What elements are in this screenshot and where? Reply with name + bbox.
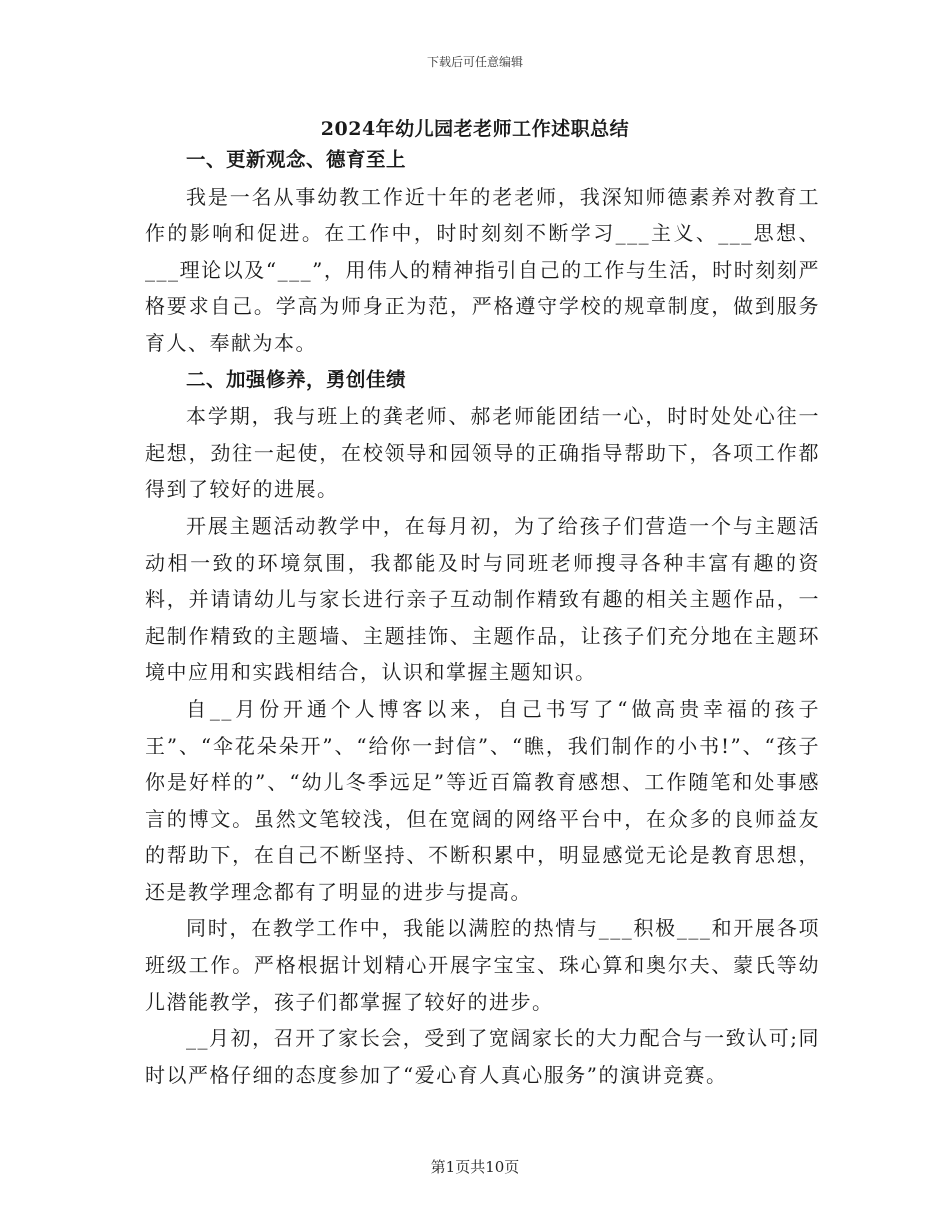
paragraph: 自__月份开通个人博客以来，自己书写了“做高贵幸福的孩子王”、“伞花朵朵开”、“给你一封信”、“瞧，我们制作的小书!”、“孩子你是好样的”、“幼儿冬季远足”等近百篇教育感想、工作随笔和处事感言的博文。虽然文笔较浅，但在宽阔的网络平台中，在众多的良师益友的帮助下，在自己不断坚持、不断积累中，明显感觉无论是教育思想，还是教学理念都有了明显的进步与提高。 — [145, 696, 820, 904]
document-body — [145, 142, 820, 1093]
paragraph: 本学期，我与班上的龚老师、郝老师能团结一心，时时处处心往一起想，劲往一起使，在校领导和园领导的正确指导帮助下，各项工作都得到了较好的进展。 — [145, 404, 820, 502]
section-heading-2: 二、加强修养，勇创佳绩 — [186, 367, 407, 391]
paragraph: 开展主题活动教学中，在每月初，为了给孩子们营造一个与主题活动相一致的环境氛围，我都能及时与同班老师搜寻各种丰富有趣的资料，并请请幼儿与家长进行亲子互动制作精致有趣的相关主题作品，一起制作精致的主题墙、主题挂饰、主题作品，让孩子们充分地在主题环境中应用和实践相结合，认识和掌握主题知识。 — [145, 513, 820, 685]
section-heading-1: 一、更新观念、德育至上 — [186, 148, 407, 171]
paragraph: 我是一名从事幼教工作近十年的老老师，我深知师德素养对教育工作的影响和促进。在工作中，时时刻刻不断学习___主义、___思想、___理论以及“___”，用伟人的精神指引自己的工作与生活，时时刻刻严格要求自己。学高为师身正为范，严格遵守学校的规章制度，做到服务育人、奉献为本。 — [145, 184, 820, 355]
page-header-note: 下载后可任意编辑 — [426, 55, 523, 69]
document-title: 2024年幼儿园老老师工作述职总结 — [320, 118, 630, 140]
paragraph: __月初，召开了家长会，受到了宽阔家长的大力配合与一致认可;同时以严格仔细的态度参加了“爱心育人真心服务”的演讲竞赛。 — [145, 1026, 820, 1087]
paragraph: 同时，在教学工作中，我能以满腔的热情与___积极___和开展各项班级工作。严格根据计划精心开展字宝宝、珠心算和奥尔夫、蒙氏等幼儿潜能教学，孩子们都掌握了较好的进步。 — [145, 916, 820, 1014]
page-number: 第1页共10页 — [430, 1158, 520, 1176]
